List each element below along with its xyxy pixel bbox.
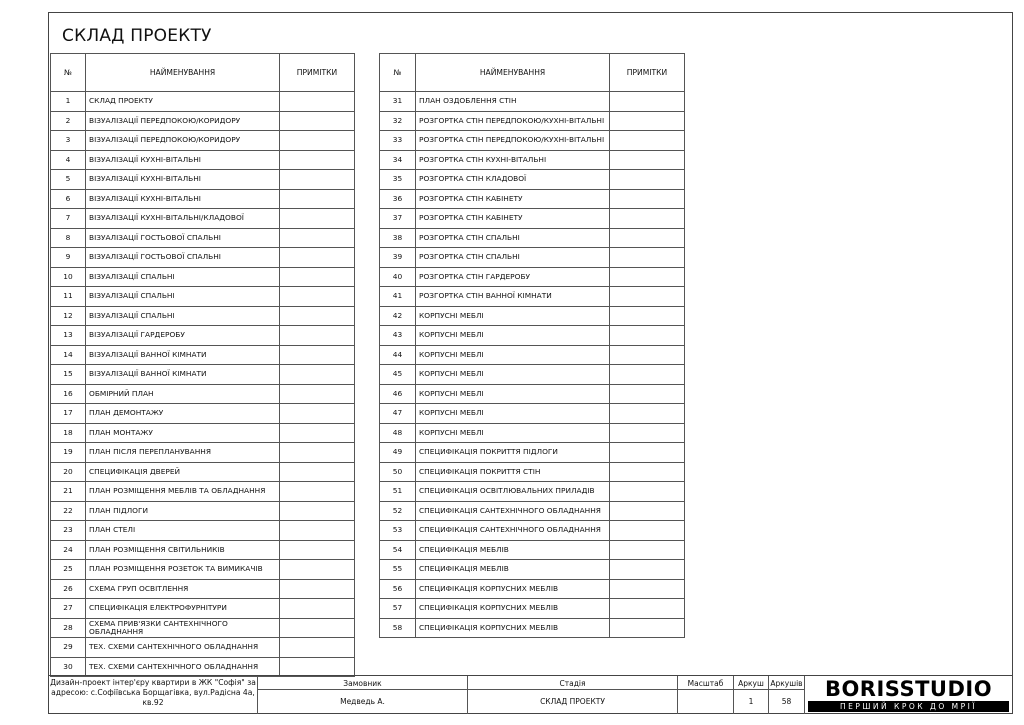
table-row — [51, 326, 355, 346]
row-number: 55 — [380, 560, 416, 580]
row-number: 47 — [380, 404, 416, 424]
row-name: ВІЗУАЛІЗАЦІЇ СПАЛЬНІ — [86, 306, 280, 326]
table-row — [51, 657, 355, 677]
table-row — [380, 345, 685, 365]
table-row — [380, 404, 685, 424]
title-block-sheets-cell — [769, 676, 805, 714]
table-row — [51, 248, 355, 268]
title-block-project-cell — [48, 676, 258, 714]
row-notes — [610, 482, 685, 502]
studio-logo — [806, 678, 1011, 713]
row-number: 45 — [380, 365, 416, 385]
row-number: 17 — [51, 404, 86, 424]
row-number: 49 — [380, 443, 416, 463]
table-row — [51, 404, 355, 424]
row-number: 56 — [380, 579, 416, 599]
table-row — [380, 365, 685, 385]
row-notes — [280, 209, 355, 229]
table-row — [51, 150, 355, 170]
row-name: РОЗГОРТКА СТІН СПАЛЬНІ — [416, 228, 610, 248]
stage-label: Стадія — [559, 679, 586, 688]
column-header-name: НАЙМЕНУВАННЯ — [416, 54, 610, 92]
row-notes — [280, 404, 355, 424]
row-notes — [280, 579, 355, 599]
table-row — [380, 326, 685, 346]
table-row — [51, 92, 355, 112]
client-value: Медведь А. — [340, 697, 385, 706]
row-number: 25 — [51, 560, 86, 580]
row-name: ВІЗУАЛІЗАЦІЇ СПАЛЬНІ — [86, 287, 280, 307]
row-number: 32 — [380, 111, 416, 131]
row-notes — [280, 248, 355, 268]
row-number: 23 — [51, 521, 86, 541]
row-number: 31 — [380, 92, 416, 112]
row-notes — [280, 306, 355, 326]
row-notes — [610, 267, 685, 287]
stage-value: СКЛАД ПРОЕКТУ — [540, 697, 605, 706]
logo-slogan: ПЕРШИЙ КРОК ДО МРІЇ — [808, 701, 1009, 712]
row-number: 26 — [51, 579, 86, 599]
row-name: СХЕМА ПРИВ'ЯЗКИ САНТЕХНІЧНОГО ОБЛАДНАННЯ — [86, 618, 280, 638]
row-name: РОЗГОРТКА СТІН КАБІНЕТУ — [416, 189, 610, 209]
contents-table-left — [50, 53, 355, 677]
row-name: СПЕЦИФІКАЦІЯ САНТЕХНІЧНОГО ОБЛАДНАННЯ — [416, 501, 610, 521]
row-name: ВІЗУАЛІЗАЦІЇ ГАРДЕРОБУ — [86, 326, 280, 346]
row-notes — [280, 228, 355, 248]
sheet-label: Аркуш — [738, 679, 764, 688]
table-row — [380, 482, 685, 502]
table-row — [51, 462, 355, 482]
row-number: 18 — [51, 423, 86, 443]
column-header-number: № — [51, 54, 86, 92]
row-name: СПЕЦИФІКАЦІЯ САНТЕХНІЧНОГО ОБЛАДНАННЯ — [416, 521, 610, 541]
table-row — [380, 131, 685, 151]
table-row — [380, 521, 685, 541]
row-notes — [610, 462, 685, 482]
row-name: РОЗГОРТКА СТІН КУХНІ-ВІТАЛЬНІ — [416, 150, 610, 170]
table-row — [380, 618, 685, 638]
table-row — [51, 540, 355, 560]
row-name: СПЕЦИФІКАЦІЯ МЕБЛІВ — [416, 560, 610, 580]
table-row — [380, 189, 685, 209]
contents-table-right — [379, 53, 685, 638]
row-notes — [610, 423, 685, 443]
row-number: 58 — [380, 618, 416, 638]
row-name: РОЗГОРТКА СТІН ПЕРЕДПОКОЮ/КУХНІ-ВІТАЛЬНІ — [416, 131, 610, 151]
title-block-scale-cell — [678, 676, 734, 714]
row-notes — [280, 267, 355, 287]
row-name: КОРПУСНІ МЕБЛІ — [416, 326, 610, 346]
row-notes — [610, 111, 685, 131]
row-number: 44 — [380, 345, 416, 365]
row-notes — [610, 306, 685, 326]
row-number: 13 — [51, 326, 86, 346]
table-row — [51, 638, 355, 658]
table-row — [51, 267, 355, 287]
row-notes — [610, 131, 685, 151]
row-number: 30 — [51, 657, 86, 677]
table-row — [51, 384, 355, 404]
row-name: ВІЗУАЛІЗАЦІЇ КУХНІ-ВІТАЛЬНІ — [86, 170, 280, 190]
row-number: 2 — [51, 111, 86, 131]
row-number: 5 — [51, 170, 86, 190]
row-notes — [280, 521, 355, 541]
row-notes — [280, 501, 355, 521]
row-number: 50 — [380, 462, 416, 482]
row-notes — [610, 540, 685, 560]
row-number: 42 — [380, 306, 416, 326]
row-name: ПЛАН ДЕМОНТАЖУ — [86, 404, 280, 424]
row-name: ВІЗУАЛІЗАЦІЇ ВАННОЇ КІМНАТИ — [86, 365, 280, 385]
row-number: 53 — [380, 521, 416, 541]
row-number: 16 — [51, 384, 86, 404]
table-row — [380, 540, 685, 560]
row-name: КОРПУСНІ МЕБЛІ — [416, 404, 610, 424]
table-row — [380, 228, 685, 248]
table-row — [51, 423, 355, 443]
row-notes — [280, 111, 355, 131]
row-name: СПЕЦИФІКАЦІЯ ДВЕРЕЙ — [86, 462, 280, 482]
row-number: 38 — [380, 228, 416, 248]
row-number: 35 — [380, 170, 416, 190]
row-number: 28 — [51, 618, 86, 638]
row-notes — [280, 618, 355, 638]
table-row — [380, 384, 685, 404]
row-number: 57 — [380, 599, 416, 619]
row-name: ПЛАН РОЗМІЩЕННЯ РОЗЕТОК ТА ВИМИКАЧІВ — [86, 560, 280, 580]
table-row — [51, 131, 355, 151]
row-name: ВІЗУАЛІЗАЦІЇ СПАЛЬНІ — [86, 267, 280, 287]
column-header-number: № — [380, 54, 416, 92]
table-row — [51, 345, 355, 365]
table-row — [51, 521, 355, 541]
row-notes — [280, 384, 355, 404]
row-notes — [610, 365, 685, 385]
row-name: ВІЗУАЛІЗАЦІЇ ПЕРЕДПОКОЮ/КОРИДОРУ — [86, 131, 280, 151]
column-header-notes: ПРИМІТКИ — [280, 54, 355, 92]
row-number: 24 — [51, 540, 86, 560]
row-name: СПЕЦИФІКАЦІЯ КОРПУСНИХ МЕБЛІВ — [416, 599, 610, 619]
row-number: 20 — [51, 462, 86, 482]
sheet-value: 1 — [748, 697, 754, 706]
row-number: 34 — [380, 150, 416, 170]
row-number: 43 — [380, 326, 416, 346]
row-number: 14 — [51, 345, 86, 365]
row-number: 52 — [380, 501, 416, 521]
row-notes — [280, 638, 355, 658]
table-row — [380, 287, 685, 307]
row-notes — [280, 599, 355, 619]
row-name: ТЕХ. СХЕМИ САНТЕХНІЧНОГО ОБЛАДНАННЯ — [86, 657, 280, 677]
table-row — [51, 209, 355, 229]
row-notes — [280, 326, 355, 346]
row-number: 46 — [380, 384, 416, 404]
row-notes — [610, 443, 685, 463]
row-name: КОРПУСНІ МЕБЛІ — [416, 365, 610, 385]
row-notes — [280, 443, 355, 463]
table-row — [51, 618, 355, 638]
row-name: ВІЗУАЛІЗАЦІЇ КУХНІ-ВІТАЛЬНІ — [86, 189, 280, 209]
row-number: 10 — [51, 267, 86, 287]
table-header-row — [51, 54, 355, 92]
row-name: ПЛАН ПІДЛОГИ — [86, 501, 280, 521]
row-name: ПЛАН РОЗМІЩЕННЯ СВІТИЛЬНИКІВ — [86, 540, 280, 560]
row-notes — [280, 365, 355, 385]
row-number: 4 — [51, 150, 86, 170]
row-name: РОЗГОРТКА СТІН СПАЛЬНІ — [416, 248, 610, 268]
table-row — [51, 111, 355, 131]
page-title: СКЛАД ПРОЕКТУ — [62, 26, 212, 46]
row-name: СПЕЦИФІКАЦІЯ ОСВІТЛЮВАЛЬНИХ ПРИЛАДІВ — [416, 482, 610, 502]
row-name: ТЕХ. СХЕМИ САНТЕХНІЧНОГО ОБЛАДНАННЯ — [86, 638, 280, 658]
row-notes — [280, 189, 355, 209]
row-notes — [610, 599, 685, 619]
row-number: 22 — [51, 501, 86, 521]
row-notes — [280, 92, 355, 112]
row-number: 6 — [51, 189, 86, 209]
row-name: РОЗГОРТКА СТІН КАБІНЕТУ — [416, 209, 610, 229]
row-notes — [610, 618, 685, 638]
table-row — [380, 170, 685, 190]
row-notes — [610, 560, 685, 580]
client-label: Замовник — [343, 679, 382, 688]
row-notes — [610, 189, 685, 209]
row-number: 15 — [51, 365, 86, 385]
logo-wordmark: BORISSTUDIO — [824, 677, 993, 701]
row-notes — [610, 384, 685, 404]
column-header-name: НАЙМЕНУВАННЯ — [86, 54, 280, 92]
row-notes — [610, 92, 685, 112]
table-row — [380, 306, 685, 326]
row-name: СКЛАД ПРОЕКТУ — [86, 92, 280, 112]
row-notes — [280, 170, 355, 190]
row-name: ПЛАН РОЗМІЩЕННЯ МЕБЛІВ ТА ОБЛАДНАННЯ — [86, 482, 280, 502]
table-row — [51, 287, 355, 307]
row-number: 9 — [51, 248, 86, 268]
row-name: СПЕЦИФІКАЦІЯ КОРПУСНИХ МЕБЛІВ — [416, 579, 610, 599]
row-name: СПЕЦИФІКАЦІЯ КОРПУСНИХ МЕБЛІВ — [416, 618, 610, 638]
row-name: ОБМІРНИЙ ПЛАН — [86, 384, 280, 404]
table-row — [380, 150, 685, 170]
table-row — [380, 579, 685, 599]
row-notes — [280, 657, 355, 677]
row-notes — [610, 209, 685, 229]
row-name: ВІЗУАЛІЗАЦІЇ ПЕРЕДПОКОЮ/КОРИДОРУ — [86, 111, 280, 131]
row-name: ВІЗУАЛІЗАЦІЇ ГОСТЬОВОЇ СПАЛЬНІ — [86, 228, 280, 248]
row-notes — [610, 287, 685, 307]
row-name: ПЛАН СТЕЛІ — [86, 521, 280, 541]
row-number: 29 — [51, 638, 86, 658]
row-name: СХЕМА ГРУП ОСВІТЛЕННЯ — [86, 579, 280, 599]
row-number: 27 — [51, 599, 86, 619]
row-name: ВІЗУАЛІЗАЦІЇ КУХНІ-ВІТАЛЬНІ/КЛАДОВОЇ — [86, 209, 280, 229]
table-row — [51, 228, 355, 248]
table-row — [380, 423, 685, 443]
row-number: 51 — [380, 482, 416, 502]
row-number: 3 — [51, 131, 86, 151]
row-notes — [280, 150, 355, 170]
title-block-client-cell — [258, 676, 468, 714]
scale-label: Масштаб — [687, 679, 724, 688]
row-notes — [610, 150, 685, 170]
table-row — [51, 443, 355, 463]
row-notes — [280, 560, 355, 580]
row-notes — [610, 170, 685, 190]
table-row — [51, 306, 355, 326]
table-row — [51, 560, 355, 580]
table-row — [380, 443, 685, 463]
row-number: 1 — [51, 92, 86, 112]
row-name: ВІЗУАЛІЗАЦІЇ ГОСТЬОВОЇ СПАЛЬНІ — [86, 248, 280, 268]
row-name: ВІЗУАЛІЗАЦІЇ ВАННОЇ КІМНАТИ — [86, 345, 280, 365]
row-number: 36 — [380, 189, 416, 209]
row-number: 33 — [380, 131, 416, 151]
row-name: РОЗГОРТКА СТІН ГАРДЕРОБУ — [416, 267, 610, 287]
table-row — [51, 189, 355, 209]
row-name: КОРПУСНІ МЕБЛІ — [416, 423, 610, 443]
table-row — [51, 579, 355, 599]
row-name: РОЗГОРТКА СТІН КЛАДОВОЇ — [416, 170, 610, 190]
row-notes — [610, 404, 685, 424]
row-name: ПЛАН ПІСЛЯ ПЕРЕПЛАНУВАННЯ — [86, 443, 280, 463]
row-notes — [610, 501, 685, 521]
row-number: 54 — [380, 540, 416, 560]
table-row — [380, 209, 685, 229]
row-name: СПЕЦИФІКАЦІЯ ПОКРИТТЯ СТІН — [416, 462, 610, 482]
row-name: ПЛАН ОЗДОБЛЕННЯ СТІН — [416, 92, 610, 112]
row-notes — [280, 423, 355, 443]
row-number: 12 — [51, 306, 86, 326]
table-row — [380, 501, 685, 521]
title-block-divider — [258, 689, 805, 690]
row-number: 39 — [380, 248, 416, 268]
row-notes — [280, 540, 355, 560]
row-number: 21 — [51, 482, 86, 502]
row-name: ПЛАН МОНТАЖУ — [86, 423, 280, 443]
row-name: СПЕЦИФІКАЦІЯ ПОКРИТТЯ ПІДЛОГИ — [416, 443, 610, 463]
row-name: СПЕЦИФІКАЦІЯ ЕЛЕКТРОФУРНІТУРИ — [86, 599, 280, 619]
table-row — [51, 501, 355, 521]
row-name: КОРПУСНІ МЕБЛІ — [416, 384, 610, 404]
row-name: РОЗГОРТКА СТІН ВАННОЇ КІМНАТИ — [416, 287, 610, 307]
row-name: СПЕЦИФІКАЦІЯ МЕБЛІВ — [416, 540, 610, 560]
row-number: 11 — [51, 287, 86, 307]
row-number: 19 — [51, 443, 86, 463]
row-notes — [280, 462, 355, 482]
row-name: КОРПУСНІ МЕБЛІ — [416, 345, 610, 365]
table-row — [380, 92, 685, 112]
row-notes — [610, 248, 685, 268]
table-row — [380, 248, 685, 268]
table-row — [51, 599, 355, 619]
row-number: 40 — [380, 267, 416, 287]
title-block-stage-cell — [468, 676, 678, 714]
row-name: РОЗГОРТКА СТІН ПЕРЕДПОКОЮ/КУХНІ-ВІТАЛЬНІ — [416, 111, 610, 131]
row-number: 8 — [51, 228, 86, 248]
row-notes — [280, 482, 355, 502]
sheets-label: Аркушів — [770, 679, 803, 688]
row-number: 37 — [380, 209, 416, 229]
table-row — [51, 170, 355, 190]
row-notes — [280, 345, 355, 365]
row-notes — [280, 287, 355, 307]
row-name: КОРПУСНІ МЕБЛІ — [416, 306, 610, 326]
column-header-notes: ПРИМІТКИ — [610, 54, 685, 92]
project-description: Дизайн-проект інтер'єру квартири в ЖК "Софія" за адресою: с.Софіївська Борщагівка, вул.Радісна 4а, кв.92 — [50, 678, 256, 707]
row-number: 48 — [380, 423, 416, 443]
table-row — [380, 462, 685, 482]
title-block — [48, 675, 1013, 715]
table-header-row — [380, 54, 685, 92]
row-notes — [610, 228, 685, 248]
table-row — [51, 482, 355, 502]
row-notes — [610, 326, 685, 346]
row-notes — [610, 579, 685, 599]
table-row — [380, 599, 685, 619]
row-name: ВІЗУАЛІЗАЦІЇ КУХНІ-ВІТАЛЬНІ — [86, 150, 280, 170]
row-notes — [610, 345, 685, 365]
title-block-sheet-cell — [734, 676, 769, 714]
table-row — [380, 267, 685, 287]
row-notes — [610, 521, 685, 541]
table-row — [51, 365, 355, 385]
row-number: 41 — [380, 287, 416, 307]
table-row — [380, 560, 685, 580]
sheets-value: 58 — [781, 697, 792, 706]
row-notes — [280, 131, 355, 151]
table-row — [380, 111, 685, 131]
row-number: 7 — [51, 209, 86, 229]
